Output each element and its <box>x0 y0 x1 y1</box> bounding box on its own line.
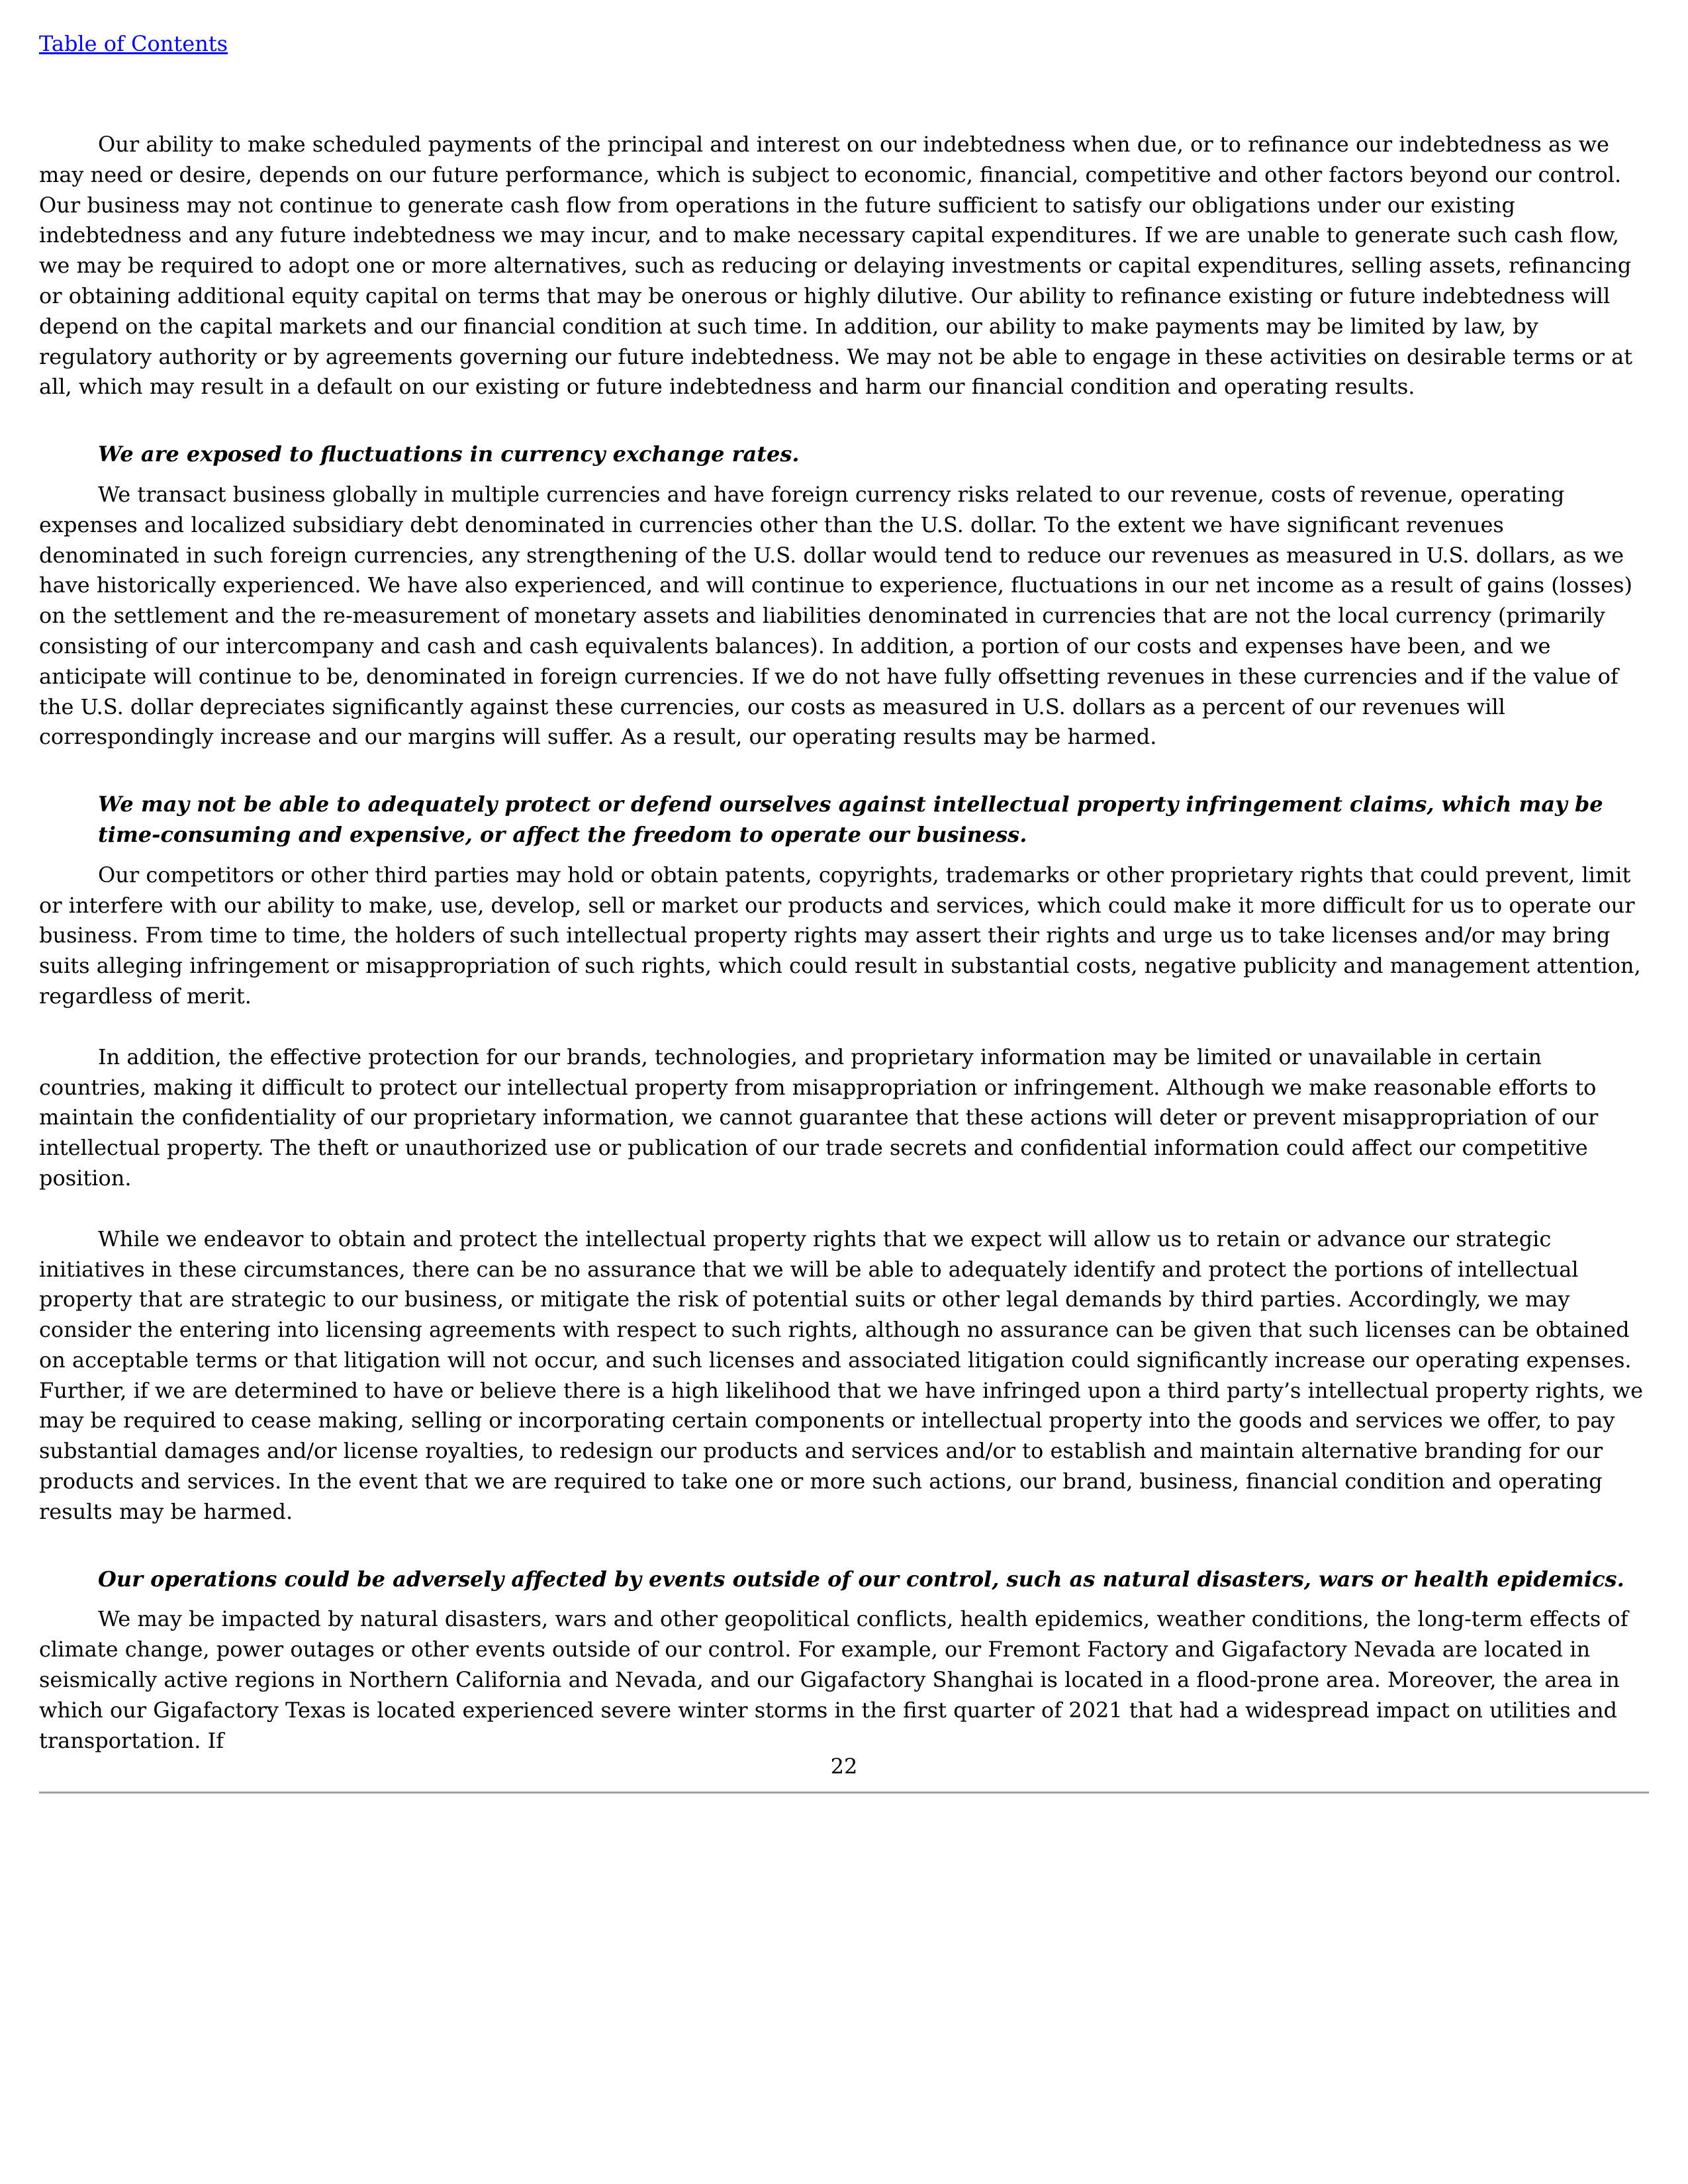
risk-heading-currency-exchange: We are exposed to fluctuations in currency exchange rates. <box>98 441 800 467</box>
paragraph-natural-disasters: We may be impacted by natural disasters, wars and other geopolitical conflicts, health epidemics, weather conditions, the long-term effects of climate change, power outages or other events outside of our control. For example, our Fremont Factory and Gigafactory Nevada are located in seismically active regions in Northern California and Nevada, and our Gigafactory Shanghai is located in a flood-prone area. Moreover, the area in which our Gigafactory Texas is located experienced severe winter storms in the first quarter of 2021 that had a widespread impact on utilities and transportation. If <box>39 1606 1628 1753</box>
risk-heading-events-outside-control: Our operations could be adversely affected by events outside of our control, such as natural disasters, wars or health epidemics. <box>98 1566 1624 1592</box>
page-number: 22 <box>830 1754 858 1779</box>
paragraph-ip-protection: In addition, the effective protection for our brands, technologies, and proprietary information may be limited or unavailable in certain countries, making it difficult to protect our intellectual property from misappropriation or infringement. Although we make reasonable efforts to maintain the confidentiality of our proprietary information, we cannot guarantee that these actions will deter or prevent misappropriation of our intellectual property. The theft or unauthorized use or publication of our trade secrets and confidential information could affect our competitive position. <box>39 1044 1599 1191</box>
paragraph-currency-risk: We transact business globally in multiple currencies and have foreign currency risks related to our revenue, costs of revenue, operating expenses and localized subsidiary debt denominated in currencies other than the U.S. dollar. To the extent we have significant revenues denominated in such foreign currencies, any strengthening of the U.S. dollar would tend to reduce our revenues as measured in U.S. dollars, as we have historically experienced. We have also experienced, and will continue to experience, fluctuations in our net income as a result of gains (losses) on the settlement and the re-measurement of monetary assets and liabilities denominated in currencies that are not the local currency (primarily consisting of our intercompany and cash and cash equivalents balances). In addition, a portion of our costs and expenses have been, and we anticipate will continue to be, denominated in foreign currencies. If we do not have fully offsetting revenues in these currencies and if the value of the U.S. dollar depreciates significantly against these currencies, our costs as measured in U.S. dollars as a percent of our revenues will correspondingly increase and our margins will suffer. As a result, our operating results may be harmed. <box>39 481 1632 750</box>
page-divider <box>39 1792 1649 1794</box>
paragraph-indebtedness-payments: Our ability to make scheduled payments of the principal and interest on our indebtedness when due, or to refinance our indebtedness as we may need or desire, depends on our future performance, which is subject to economic, financial, competitive and other factors beyond our control. Our business may not continue to generate cash flow from operations in the future sufficient to satisfy our obligations under our existing indebtedness and any future indebtedness we may incur, and to make necessary capital expenditures. If we are unable to generate such cash flow, we may be required to adopt one or more alternatives, such as reducing or delaying investments or capital expenditures, selling assets, refinancing or obtaining additional equity capital on terms that may be onerous or highly dilutive. Our ability to refinance existing or future indebtedness will depend on the capital markets and our financial condition at such time. In addition, our ability to make payments may be limited by law, by regulatory authority or by agreements governing our future indebtedness. We may not be able to engage in these activities on desirable terms or at all, which may result in a default on our existing or future indebtedness and harm our financial condition and operating results. <box>39 132 1633 400</box>
paragraph-ip-licensing: While we endeavor to obtain and protect the intellectual property rights that we expect will allow us to retain or advance our strategic initiatives in these circumstances, there can be no assurance that we will be able to adequately identify and protect the portions of intellectual property that are strategic to our business, or mitigate the risk of potential suits or other legal demands by third parties. Accordingly, we may consider the entering into licensing agreements with respect to such rights, although no assurance can be given that such licenses can be obtained on acceptable terms or that litigation will not occur, and such licenses and associated litigation could significantly increase our operating expenses. Further, if we are determined to have or believe there is a high likelihood that we have infringed upon a third party’s intellectual property rights, we may be required to cease making, selling or incorporating certain components or intellectual property into the goods and services we offer, to pay substantial damages and/or license royalties, to redesign our products and services and/or to establish and maintain alternative branding for our products and services. In the event that we are required to take one or more such actions, our brand, business, financial condition and operating results may be harmed. <box>39 1226 1643 1524</box>
page-body <box>39 130 1649 1756</box>
paragraph-ip-competitors: Our competitors or other third parties may hold or obtain patents, copyrights, trademarks or other proprietary rights that could prevent, limit or interfere with our ability to make, use, develop, sell or market our products and services, which could make it more difficult for us to operate our business. From time to time, the holders of such intellectual property rights may assert their rights and urge us to take licenses and/or may bring suits alleging infringement or misappropriation of such rights, which could result in substantial costs, negative publicity and management attention, regardless of merit. <box>39 862 1641 1009</box>
table-of-contents-link[interactable]: Table of Contents <box>39 31 228 56</box>
risk-heading-intellectual-property: We may not be able to adequately protect or defend ourselves against intellectual property infringement claims, which may be time-consuming and expensive, or affect the freedom to operate our business. <box>98 792 1603 847</box>
